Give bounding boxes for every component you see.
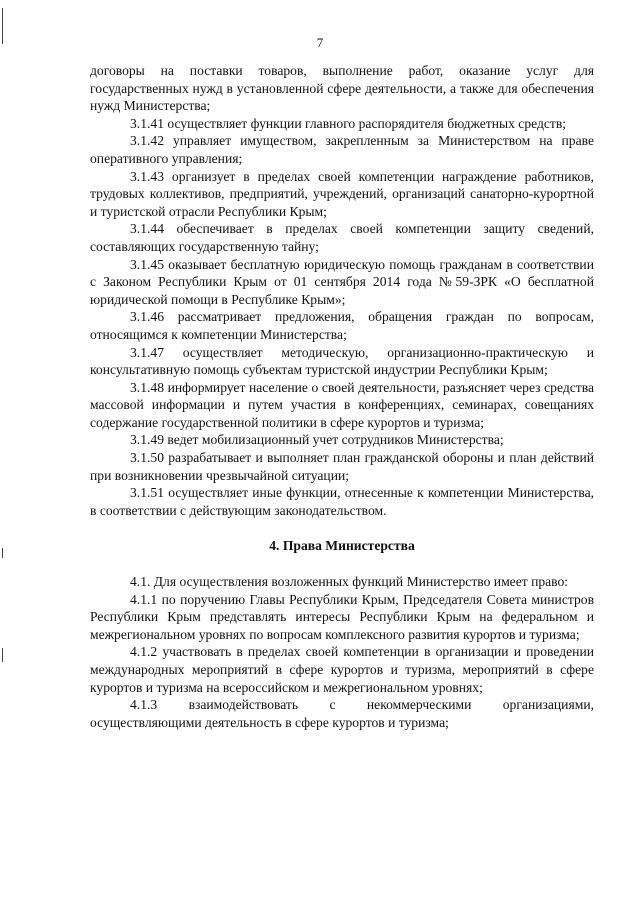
paragraph-4-1-3: 4.1.3 взаимодействовать с некоммерческими организациями, осуществляющими деятельность в сфере курортов и туризма; — [90, 697, 594, 730]
paragraph-3-1-49: 3.1.49 ведет мобилизационный учет сотрудников Министерства; — [130, 432, 504, 448]
paragraph-3-1-46: 3.1.46 рассматривает предложения, обращения граждан по вопросам, относящимся к компетенции Министерства; — [90, 309, 594, 342]
paragraph-3-1-51: 3.1.51 осуществляет иные функции, отнесенные к компетенции Министерства, в соответствии с действующим законодательством. — [90, 485, 594, 518]
page-number: 7 — [316, 35, 324, 50]
paragraph-4-1-1: 4.1.1 по поручению Главы Республики Крым, Председателя Совета министров Республики Крым представлять интересы Республики Крым на федеральном и межрегиональном уровнях по вопросам комплексного развития курортов и туризма; — [90, 591, 594, 642]
paragraph-3-1-47: 3.1.47 осуществляет методическую, организационно-практическую и консультативную помощь субъектам туристской индустрии Республики Крым; — [90, 344, 594, 378]
margin-binding-mark — [2, 548, 3, 558]
document-body — [90, 62, 594, 731]
paragraph-4-1-2: 4.1.2 участвовать в пределах своей компетенции в организации и проведении международных мероприятий в сфере курортов и туризма, мероприятий в сфере курортов и туризма на всероссийском и межрегиональном уровнях; — [90, 644, 594, 695]
paragraph-3-1-50: 3.1.50 разрабатывает и выполняет план гражданской обороны и план действий при возникновении чрезвычайной ситуации; — [90, 450, 594, 483]
paragraph-3-1-48: 3.1.48 информирует население о своей деятельности, разъясняет через средства массовой информации и путем участия в конференциях, семинарах, совещаниях содержание государственной политики в сфере курортов и туризма; — [90, 379, 594, 430]
paragraph-4-1: 4.1. Для осуществления возложенных функций Министерство имеет право: — [130, 574, 569, 590]
paragraph-3-1-41: 3.1.41 осуществляет функции главного распорядителя бюджетных средств; — [130, 115, 567, 131]
paragraph-3-1-44: 3.1.44 обеспечивает в пределах своей компетенции защиту сведений, составляющих государственную тайну; — [90, 221, 594, 254]
paragraph-3-1-45: 3.1.45 оказывает бесплатную юридическую помощь гражданам в соответствии с Законом Республики Крым от 01 сентября 2014 года №59-ЗРК «О бесплатной юридической помощи в Республике Крым»; — [90, 256, 594, 307]
margin-binding-mark — [2, 648, 3, 662]
paragraph-3-1-43: 3.1.43 организует в пределах своей компетенции награждение работников, трудовых коллективов, предприятий, учреждений, организаций санаторно-курортной и туристской отрасли Республики Крым; — [90, 168, 594, 219]
paragraph-3-1-42: 3.1.42 управляет имуществом, закрепленным за Министерством на праве оперативного управления; — [90, 133, 594, 166]
section-heading: 4. Права Министерства — [269, 538, 415, 554]
paragraph-continuation: договоры на поставки товаров, выполнение работ, оказание услуг для государственных нужд в установленной сфере деятельности, а также для обеспечения нужд Министерства; — [90, 63, 594, 114]
